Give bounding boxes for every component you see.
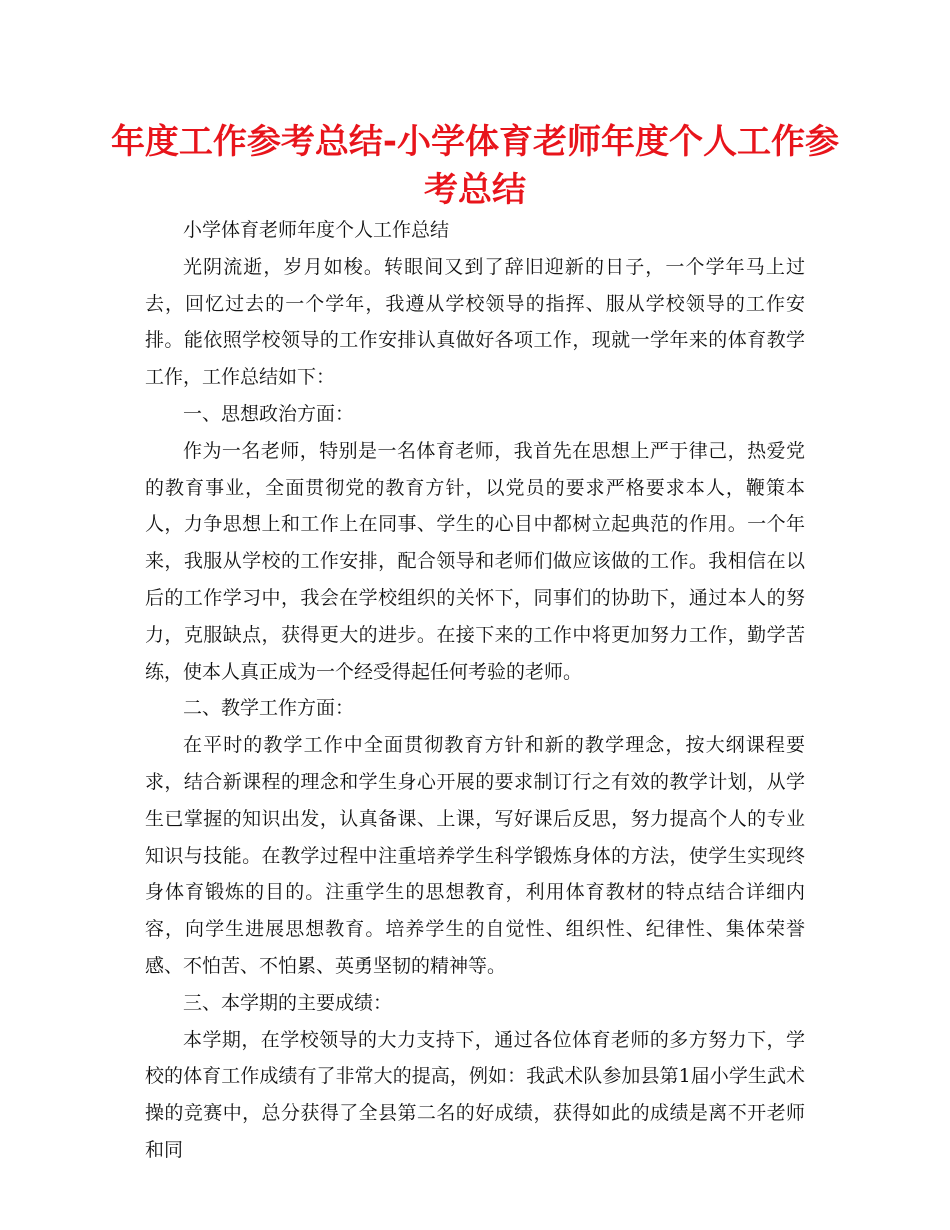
intro-paragraph: 光阴流逝，岁月如梭。转眼间又到了辞旧迎新的日子，一个学年马上过去，回忆过去的一个学年，我遵从学校领导的指挥、服从学校领导的工作安排。能依照学校领导的工作安排认真做好各项工作，现就一学年来的体育教学工作，工作总结如下： bbox=[145, 255, 805, 389]
section-body-1: 作为一名老师，特别是一名体育老师，我首先在思想上严于律己，热爱党的教育事业，全面贯彻党的教育方针，以党员的要求严格要求本人，鞭策本人，力争思想上和工作上在同事、学生的心目中都树立起典范的作用。一个年来，我服从学校的工作安排，配合领导和老师们做应该做的工作。我相信在以后的工作学习中，我会在学校组织的关怀下，同事们的协助下，通过本人的努力，克服缺点，获得更大的进步。在接下来的工作中将更加努力工作，勤学苦练，使本人真正成为一个经受得起任何考验的老师。 bbox=[145, 439, 805, 683]
document-body bbox=[145, 212, 805, 1169]
section-body-2: 在平时的教学工作中全面贯彻教育方针和新的教学理念，按大纲课程要求，结合新课程的理念和学生身心开展的要求制订行之有效的教学计划，从学生已掌握的知识出发，认真备课、上课，写好课后反思，努力提高个人的专业知识与技能。在教学过程中注重培养学生科学锻炼身体的方法，使学生实现终身体育锻炼的目的。注重学生的思想教育，利用体育教材的特点结合详细内容，向学生进展思想教育。培养学生的自觉性、组织性、纪律性、集体荣誉感、不怕苦、不怕累、英勇坚韧的精神等。 bbox=[145, 734, 805, 977]
subtitle-paragraph: 小学体育老师年度个人工作总结 bbox=[183, 219, 450, 241]
section-body-3: 本学期，在学校领导的大力支持下，通过各位体育老师的多方努力下，学校的体育工作成绩有了非常大的提高，例如：我武术队参加县第1届小学生武术操的竞赛中，总分获得了全县第二名的好成绩，获得如此的成绩是离不开老师和同 bbox=[145, 1028, 805, 1161]
section-heading-3: 三、本学期的主要成绩： bbox=[183, 991, 393, 1014]
section-heading-2: 二、教学工作方面： bbox=[183, 697, 355, 720]
section-heading-1: 一、思想政治方面： bbox=[183, 402, 355, 425]
document-title: 年度工作参考总结-小学体育老师年度个人工作参考总结 bbox=[110, 122, 840, 210]
